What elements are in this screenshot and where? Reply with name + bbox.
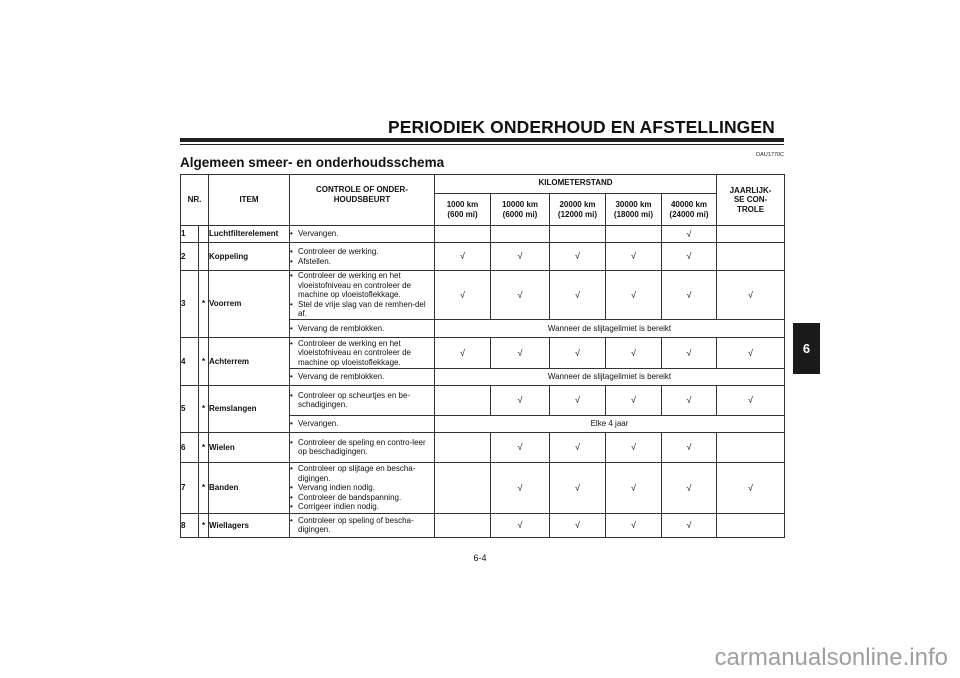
item-name: Banden bbox=[209, 462, 290, 513]
asterisk-mark: * bbox=[199, 513, 209, 537]
interval-check-cell: √ bbox=[491, 337, 550, 368]
interval-check-cell bbox=[435, 513, 491, 537]
page-title: PERIODIEK ONDERHOUD EN AFSTELLINGEN bbox=[388, 117, 775, 137]
interval-check-cell: √ bbox=[491, 271, 550, 320]
annual-check-cell bbox=[717, 243, 785, 271]
item-name: Remslangen bbox=[209, 385, 290, 432]
control-item: • Vervang indien nodig. bbox=[290, 483, 434, 493]
control-cell bbox=[290, 385, 435, 415]
interval-check-cell bbox=[491, 226, 550, 243]
control-item: • Controleer op scheurtjes en be-schadigingen. bbox=[290, 391, 434, 410]
control-item: • Controleer de werking. bbox=[290, 247, 434, 257]
row-number: 7 bbox=[181, 462, 199, 513]
control-item: • Controleer de speling en contro-leer op beschadigingen. bbox=[290, 438, 434, 457]
maintenance-schedule-table bbox=[180, 174, 785, 538]
interval-check-cell bbox=[435, 432, 491, 462]
header-item: ITEM bbox=[209, 175, 290, 226]
annual-check-cell bbox=[717, 432, 785, 462]
control-item: • Corrigeer indien nodig. bbox=[290, 502, 434, 512]
control-list bbox=[290, 419, 434, 429]
control-item: • Controleer de bandspanning. bbox=[290, 493, 434, 503]
interval-check-cell: √ bbox=[491, 513, 550, 537]
interval-check-cell: √ bbox=[662, 432, 717, 462]
table-row bbox=[181, 337, 785, 368]
interval-check-cell: √ bbox=[606, 337, 662, 368]
asterisk-mark: * bbox=[199, 337, 209, 385]
interval-check-cell: √ bbox=[550, 271, 606, 320]
interval-check-cell: √ bbox=[550, 243, 606, 271]
header-mileage: KILOMETERSTAND bbox=[435, 175, 717, 194]
interval-check-cell: √ bbox=[606, 462, 662, 513]
annual-check-cell: √ bbox=[717, 462, 785, 513]
control-cell bbox=[290, 337, 435, 368]
row-number: 6 bbox=[181, 432, 199, 462]
interval-check-cell: √ bbox=[491, 243, 550, 271]
table-row bbox=[181, 462, 785, 513]
interval-note: Wanneer de slijtagelimiet is bereikt bbox=[435, 368, 785, 385]
control-cell bbox=[290, 415, 435, 432]
item-name: Achterrem bbox=[209, 337, 290, 385]
interval-check-cell: √ bbox=[435, 271, 491, 320]
control-item: • Vervangen. bbox=[290, 419, 434, 429]
interval-check-cell bbox=[550, 226, 606, 243]
asterisk-mark: * bbox=[199, 385, 209, 432]
asterisk-mark: * bbox=[199, 271, 209, 338]
interval-note: Wanneer de slijtagelimiet is bereikt bbox=[435, 319, 785, 337]
annual-check-cell bbox=[717, 226, 785, 243]
interval-check-cell: √ bbox=[550, 385, 606, 415]
control-cell bbox=[290, 319, 435, 337]
interval-check-cell bbox=[435, 462, 491, 513]
table-row bbox=[181, 513, 785, 537]
interval-check-cell: √ bbox=[662, 462, 717, 513]
row-number: 1 bbox=[181, 226, 199, 243]
interval-check-cell: √ bbox=[662, 513, 717, 537]
item-name: Wiellagers bbox=[209, 513, 290, 537]
interval-note: Elke 4 jaar bbox=[435, 415, 785, 432]
interval-check-cell bbox=[435, 385, 491, 415]
item-name: Voorrem bbox=[209, 271, 290, 338]
annual-check-cell bbox=[717, 513, 785, 537]
row-number: 2 bbox=[181, 243, 199, 271]
asterisk-mark: * bbox=[199, 462, 209, 513]
title-rule-thick bbox=[180, 138, 784, 142]
item-name: Koppeling bbox=[209, 243, 290, 271]
header-interval: 40000 km (24000 mi) bbox=[662, 194, 717, 226]
header-interval: 30000 km (18000 mi) bbox=[606, 194, 662, 226]
header-control: CONTROLE OF ONDER- HOUDSBEURT bbox=[290, 175, 435, 226]
table-row bbox=[181, 226, 785, 243]
control-item: • Controleer op speling of bescha-digingen. bbox=[290, 516, 434, 535]
control-cell bbox=[290, 271, 435, 320]
control-item: • Vervangen. bbox=[290, 229, 434, 239]
control-cell bbox=[290, 462, 435, 513]
header-interval: 20000 km (12000 mi) bbox=[550, 194, 606, 226]
control-item: • Vervang de remblokken. bbox=[290, 324, 434, 334]
control-list bbox=[290, 339, 434, 368]
table-row bbox=[181, 385, 785, 415]
interval-check-cell: √ bbox=[606, 513, 662, 537]
interval-check-cell bbox=[606, 226, 662, 243]
interval-check-cell: √ bbox=[491, 385, 550, 415]
interval-check-cell: √ bbox=[662, 226, 717, 243]
control-item: • Controleer de werking en het vloeistofniveau en controleer de machine op vloeistoflekkage. bbox=[290, 271, 434, 300]
control-cell bbox=[290, 226, 435, 243]
interval-check-cell: √ bbox=[491, 462, 550, 513]
row-number: 5 bbox=[181, 385, 199, 432]
row-number: 8 bbox=[181, 513, 199, 537]
control-list bbox=[290, 247, 434, 266]
control-item: • Controleer de werking en het vloeistofniveau en controleer de machine op vloeistoflekkage. bbox=[290, 339, 434, 368]
interval-check-cell: √ bbox=[606, 432, 662, 462]
control-list bbox=[290, 324, 434, 334]
annual-check-cell: √ bbox=[717, 385, 785, 415]
interval-check-cell: √ bbox=[435, 243, 491, 271]
interval-check-cell: √ bbox=[662, 385, 717, 415]
interval-check-cell bbox=[435, 226, 491, 243]
control-list bbox=[290, 464, 434, 512]
interval-check-cell: √ bbox=[662, 337, 717, 368]
row-number: 4 bbox=[181, 337, 199, 385]
interval-check-cell: √ bbox=[550, 462, 606, 513]
asterisk-mark: * bbox=[199, 432, 209, 462]
control-cell bbox=[290, 243, 435, 271]
header-annual-check: JAARLIJK- SE CON- TROLE bbox=[717, 175, 785, 226]
interval-check-cell: √ bbox=[606, 243, 662, 271]
interval-check-cell: √ bbox=[550, 432, 606, 462]
asterisk-mark bbox=[199, 226, 209, 243]
interval-check-cell: √ bbox=[606, 385, 662, 415]
interval-check-cell: √ bbox=[662, 271, 717, 320]
control-item: • Controleer op slijtage en bescha-digingen. bbox=[290, 464, 434, 483]
header-interval: 10000 km (6000 mi) bbox=[491, 194, 550, 226]
control-list bbox=[290, 438, 434, 457]
interval-check-cell: √ bbox=[491, 432, 550, 462]
control-cell bbox=[290, 432, 435, 462]
interval-check-cell: √ bbox=[662, 243, 717, 271]
control-list bbox=[290, 372, 434, 382]
control-list bbox=[290, 229, 434, 239]
annual-check-cell: √ bbox=[717, 271, 785, 320]
control-list bbox=[290, 391, 434, 410]
control-cell bbox=[290, 513, 435, 537]
control-list bbox=[290, 516, 434, 535]
control-cell bbox=[290, 368, 435, 385]
row-number: 3 bbox=[181, 271, 199, 338]
header-nr: NR. bbox=[181, 175, 209, 226]
asterisk-mark bbox=[199, 243, 209, 271]
control-item: • Afstellen. bbox=[290, 257, 434, 267]
table-row bbox=[181, 271, 785, 320]
interval-check-cell: √ bbox=[435, 337, 491, 368]
table-row bbox=[181, 432, 785, 462]
item-name: Luchtfilterelement bbox=[209, 226, 290, 243]
watermark: carmanualsonline.info bbox=[714, 644, 948, 671]
table-row bbox=[181, 243, 785, 271]
control-item: • Vervang de remblokken. bbox=[290, 372, 434, 382]
control-list bbox=[290, 271, 434, 319]
interval-check-cell: √ bbox=[550, 513, 606, 537]
header-interval: 1000 km (600 mi) bbox=[435, 194, 491, 226]
interval-check-cell: √ bbox=[606, 271, 662, 320]
control-item: • Stel de vrije slag van de remhen-del af. bbox=[290, 300, 434, 319]
interval-check-cell: √ bbox=[550, 337, 606, 368]
title-rule-thin bbox=[180, 144, 784, 145]
reference-code: DAU1770C bbox=[756, 152, 784, 158]
page-number: 6-4 bbox=[473, 553, 487, 563]
annual-check-cell: √ bbox=[717, 337, 785, 368]
item-name: Wielen bbox=[209, 432, 290, 462]
section-title: Algemeen smeer- en onderhoudsschema bbox=[180, 155, 445, 170]
chapter-tab: 6 bbox=[793, 323, 820, 374]
